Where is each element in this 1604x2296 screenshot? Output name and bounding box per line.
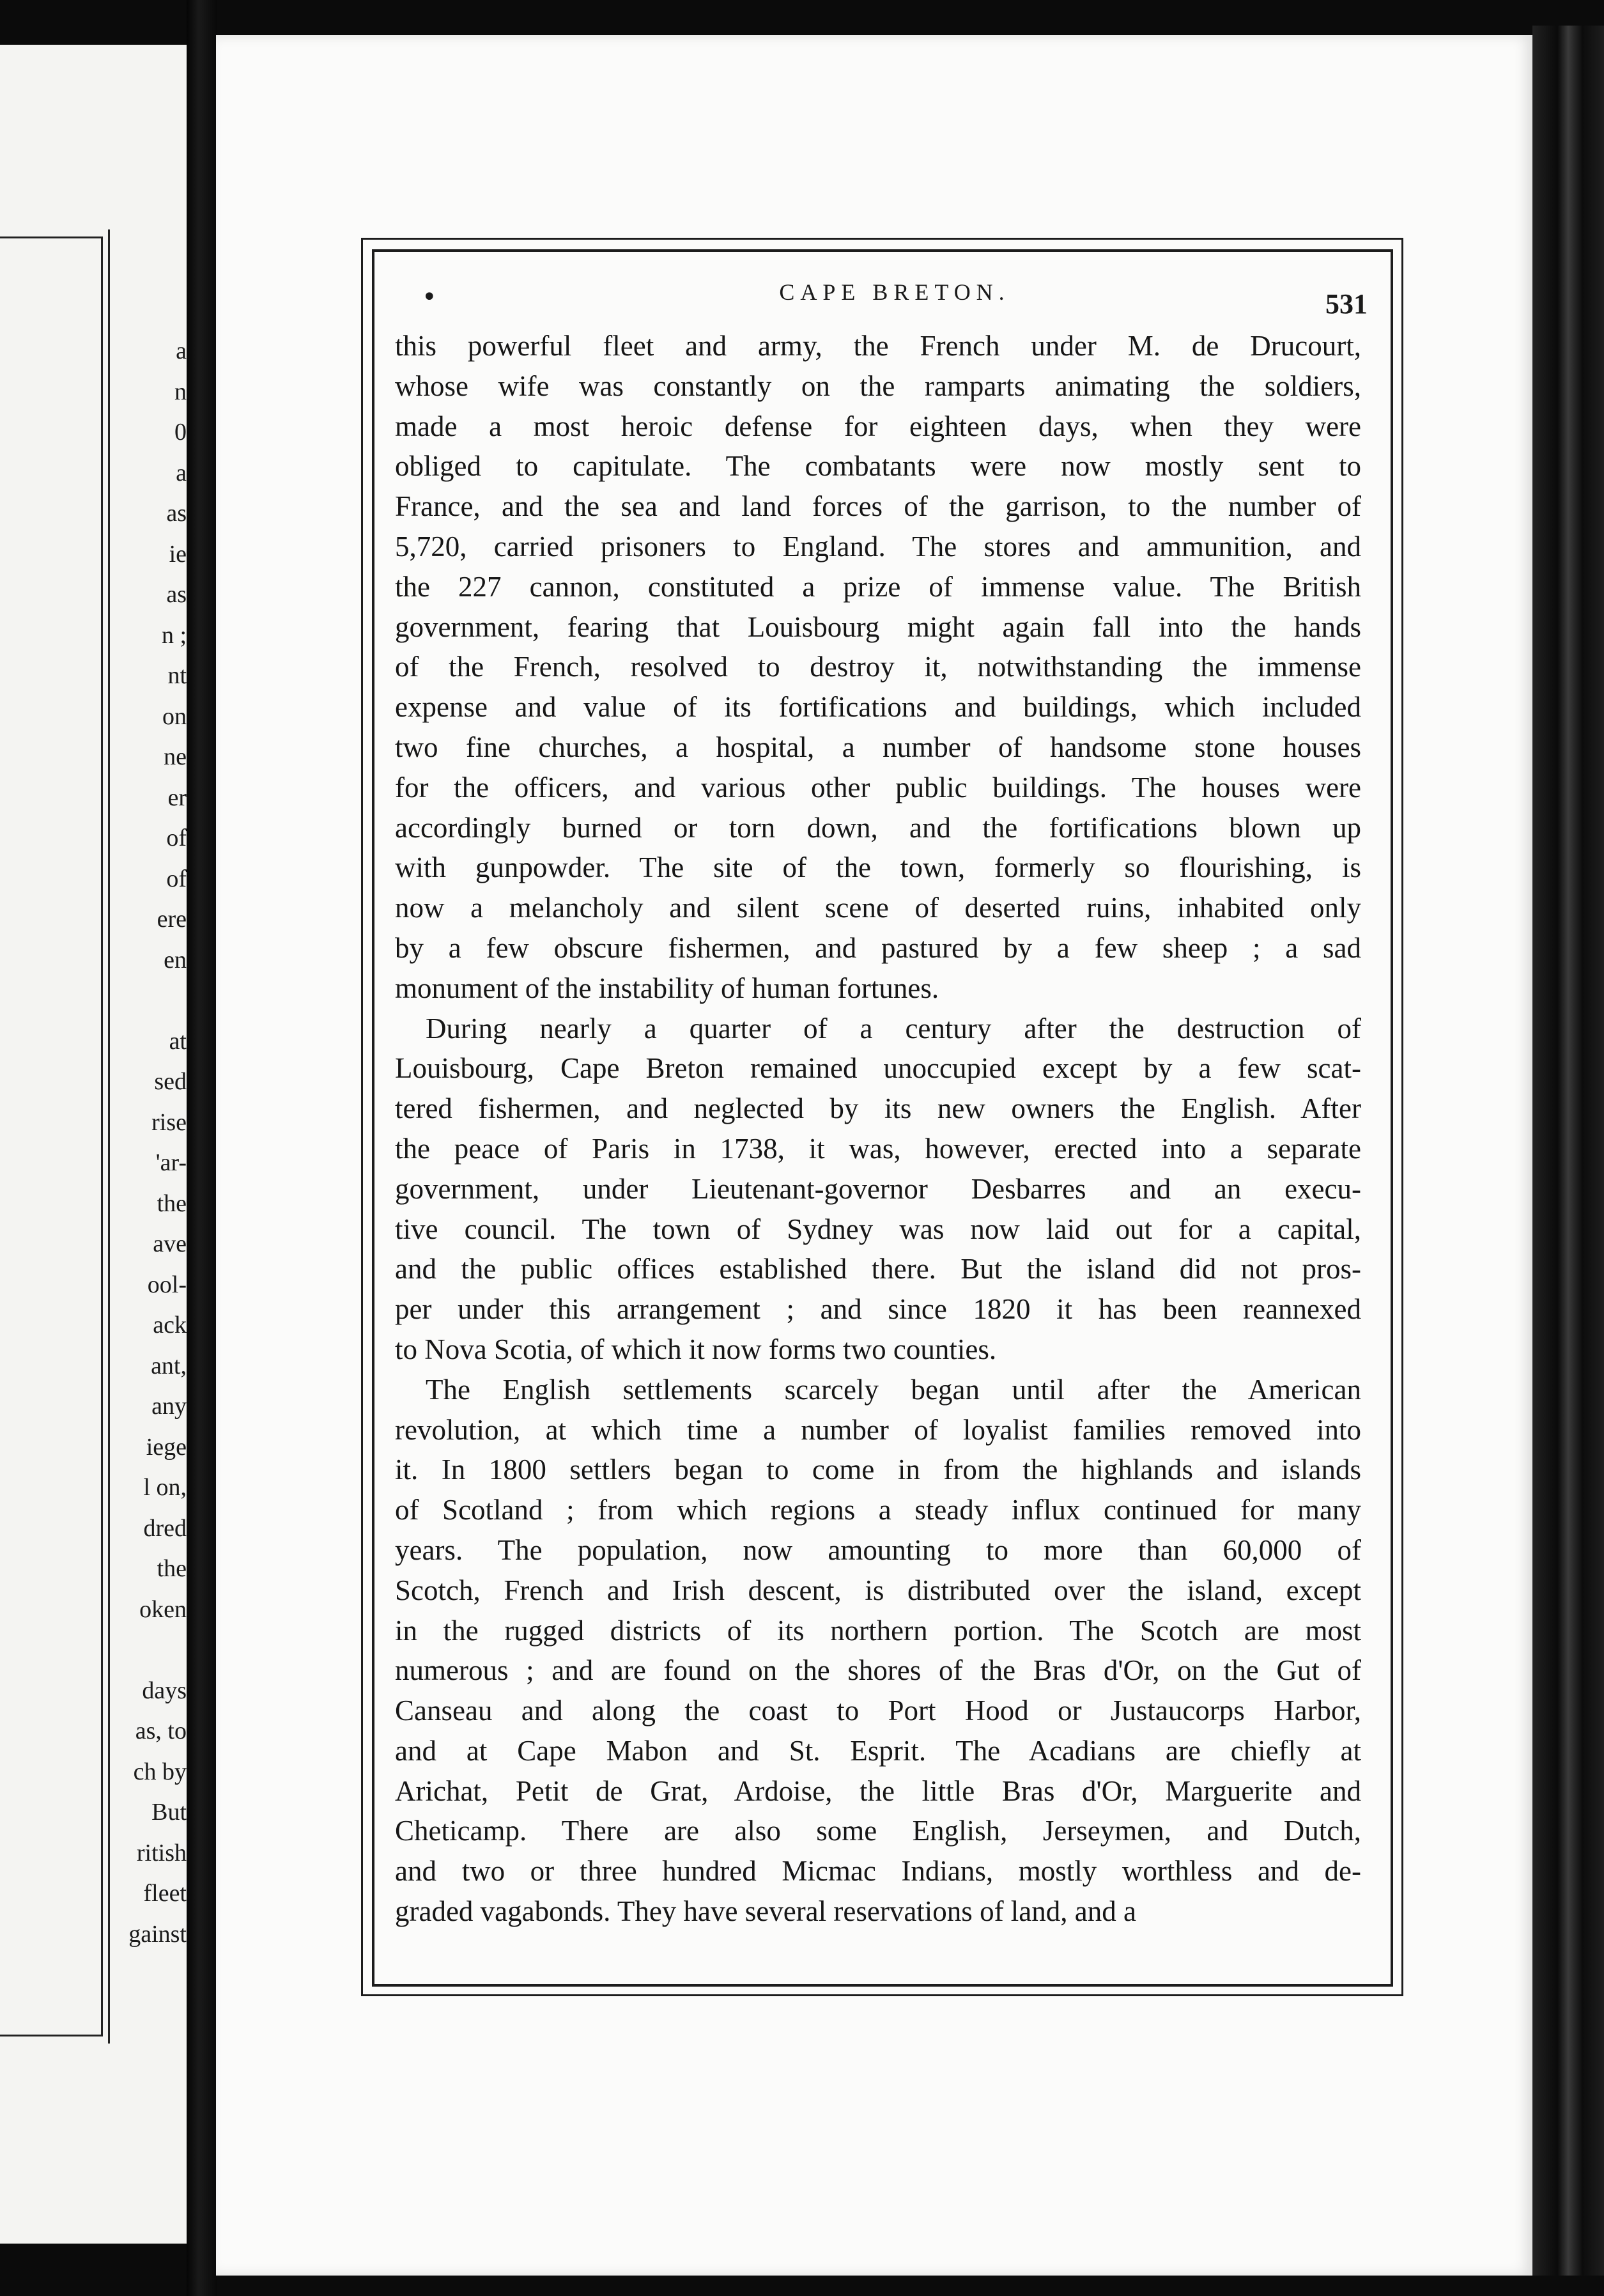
left-page-fragment: 'ar- — [155, 1149, 187, 1176]
left-page-fragment: iege — [146, 1433, 187, 1461]
left-page-fragment: at — [169, 1027, 187, 1055]
left-page-fragment: 0 — [174, 419, 187, 446]
text-line: and at Cape Mabon and St. Esprit. The Acadians are chiefly at — [395, 1734, 1361, 1767]
text-line: Canseau and along the coast to Port Hood or Justaucorps Harbor, — [395, 1695, 1361, 1727]
left-page-fragment: a — [176, 459, 187, 486]
text-line: now a melancholy and silent scene of deserted ruins, inhabited only — [395, 892, 1361, 924]
left-page-fragment: n ; — [161, 621, 187, 649]
paragraph — [395, 1009, 1361, 1370]
text-line: government, fearing that Louisbourg might again fall into the hands — [395, 610, 1361, 643]
text-line: expense and value of its fortifications and buildings, which included — [395, 691, 1361, 724]
text-line: numerous ; and are found on the shores of the Bras d'Or, on the Gut of — [395, 1654, 1361, 1687]
left-page-fragment: ool- — [147, 1271, 187, 1298]
text-line: the peace of Paris in 1738, it was, however, erected into a separate — [395, 1132, 1361, 1165]
left-page-fragment: en — [164, 946, 187, 973]
left-page-fragment: But — [151, 1799, 187, 1826]
running-head-title: CAPE BRETON. — [779, 279, 1010, 305]
text-line: revolution, at which time a number of loyalist families removed into — [395, 1413, 1361, 1446]
left-page-fragment: of — [166, 825, 187, 851]
text-line: and two or three hundred Micmac Indians, mostly worthless and de- — [395, 1855, 1361, 1888]
text-line: it. In 1800 settlers began to come in from the highlands and islands — [395, 1454, 1361, 1486]
text-line: made a most heroic defense for eighteen days, when they were — [395, 410, 1361, 442]
text-line: Louisbourg, Cape Breton remained unoccupied except by a few scat- — [395, 1052, 1361, 1085]
left-page-fragment: ere — [157, 906, 187, 933]
left-page-fragment: er — [167, 784, 187, 811]
left-page-fragment: ritish — [136, 1839, 187, 1866]
text-line: Cheticamp. There are also some English, Jerseymen, and Dutch, — [395, 1815, 1361, 1847]
left-page-fragment: on — [162, 702, 187, 730]
text-line: France, and the sea and land forces of the garrison, to the number of — [395, 490, 1361, 523]
left-page-fragment: dred — [143, 1514, 187, 1542]
left-page-fragment: the — [157, 1190, 187, 1217]
left-page-fragment: a — [176, 337, 187, 364]
left-page-fragment: as — [166, 500, 187, 527]
text-line: graded vagabonds. They have several reservations of land, and a — [395, 1895, 1136, 1928]
left-page-fragment: fleet — [143, 1880, 187, 1907]
left-page-fragment: days — [142, 1677, 187, 1704]
left-page-fragment: any — [151, 1393, 187, 1420]
running-head — [422, 274, 1368, 320]
text-line: tive council. The town of Sydney was now laid out for a capital, — [395, 1213, 1361, 1245]
left-page-fragment: oken — [139, 1595, 187, 1623]
left-page-fragment: ack — [153, 1312, 187, 1338]
left-page-fragment: l on, — [143, 1474, 187, 1501]
text-line: with gunpowder. The site of the town, formerly so flourishing, is — [395, 851, 1361, 884]
text-line: The English settlements scarcely began until after the American — [426, 1373, 1361, 1406]
text-line: tered fishermen, and neglected by its new owners the English. After — [395, 1092, 1361, 1125]
text-line: of the French, resolved to destroy it, notwithstanding the immense — [395, 651, 1361, 683]
left-page-fragment: sed — [154, 1068, 187, 1095]
left-page-fragment: ch by — [133, 1758, 187, 1785]
book-gutter — [187, 0, 217, 2296]
left-page-fragment: n — [174, 378, 187, 405]
left-page-fragment: as — [166, 581, 187, 608]
left-page-fragment: ave — [153, 1230, 187, 1257]
text-line: by a few obscure fishermen, and pastured by a few sheep ; a sad — [395, 931, 1361, 964]
left-page-fragment: ant, — [151, 1352, 187, 1379]
left-page-fragment: gainst — [128, 1920, 187, 1948]
header-marker: • — [422, 283, 437, 312]
text-line: of Scotland ; from which regions a steady influx continued for many — [395, 1494, 1361, 1526]
left-page-fragment: ne — [164, 743, 187, 770]
left-page-fragment: of — [166, 865, 187, 892]
left-facing-page — [0, 45, 187, 2244]
text-line: obliged to capitulate. The combatants were now mostly sent to — [395, 450, 1361, 483]
text-line: monument of the instability of human fortunes. — [395, 972, 939, 1004]
left-page-fragment: as, to — [135, 1718, 187, 1744]
text-line: years. The population, now amounting to more than 60,000 of — [395, 1533, 1361, 1566]
left-page-fragment: ie — [169, 540, 187, 568]
text-line: accordingly burned or torn down, and the fortifications blown up — [395, 811, 1361, 844]
text-line: and the public offices established there. But the island did not pros- — [395, 1253, 1361, 1285]
text-line: During nearly a quarter of a century after the destruction of — [426, 1012, 1361, 1044]
text-line: government, under Lieutenant-governor Desbarres and an execu- — [395, 1172, 1361, 1205]
text-line: the 227 cannon, constituted a prize of immense value. The British — [395, 570, 1361, 603]
text-line: whose wife was constantly on the ramparts animating the soldiers, — [395, 369, 1361, 402]
text-line: Arichat, Petit de Grat, Ardoise, the little Bras d'Or, Marguerite and — [395, 1774, 1361, 1807]
text-line: Scotch, French and Irish descent, is distributed over the island, except — [395, 1574, 1361, 1606]
text-line: per under this arrangement ; and since 1820 it has been reannexed — [395, 1293, 1361, 1326]
left-page-fragment: the — [157, 1555, 187, 1582]
paragraph — [395, 326, 1361, 1009]
text-line: two fine churches, a hospital, a number of handsome stone houses — [395, 731, 1361, 763]
text-line: this powerful fleet and army, the French under M. de Drucourt, — [395, 330, 1361, 362]
text-line: to Nova Scotia, of which it now forms two counties. — [395, 1333, 997, 1365]
text-line: for the officers, and various other public buildings. The houses were — [395, 771, 1361, 803]
page-number: 531 — [1325, 288, 1368, 320]
text-line: 5,720, carried prisoners to England. The stores and ammunition, and — [395, 530, 1361, 562]
left-page-fragment: nt — [167, 662, 187, 689]
body-text — [395, 326, 1361, 1932]
left-page-fragment: rise — [151, 1108, 187, 1136]
paragraph — [395, 1370, 1361, 1932]
book-edge — [1532, 26, 1604, 2276]
text-line: in the rugged districts of its northern portion. The Scotch are most — [395, 1614, 1361, 1647]
